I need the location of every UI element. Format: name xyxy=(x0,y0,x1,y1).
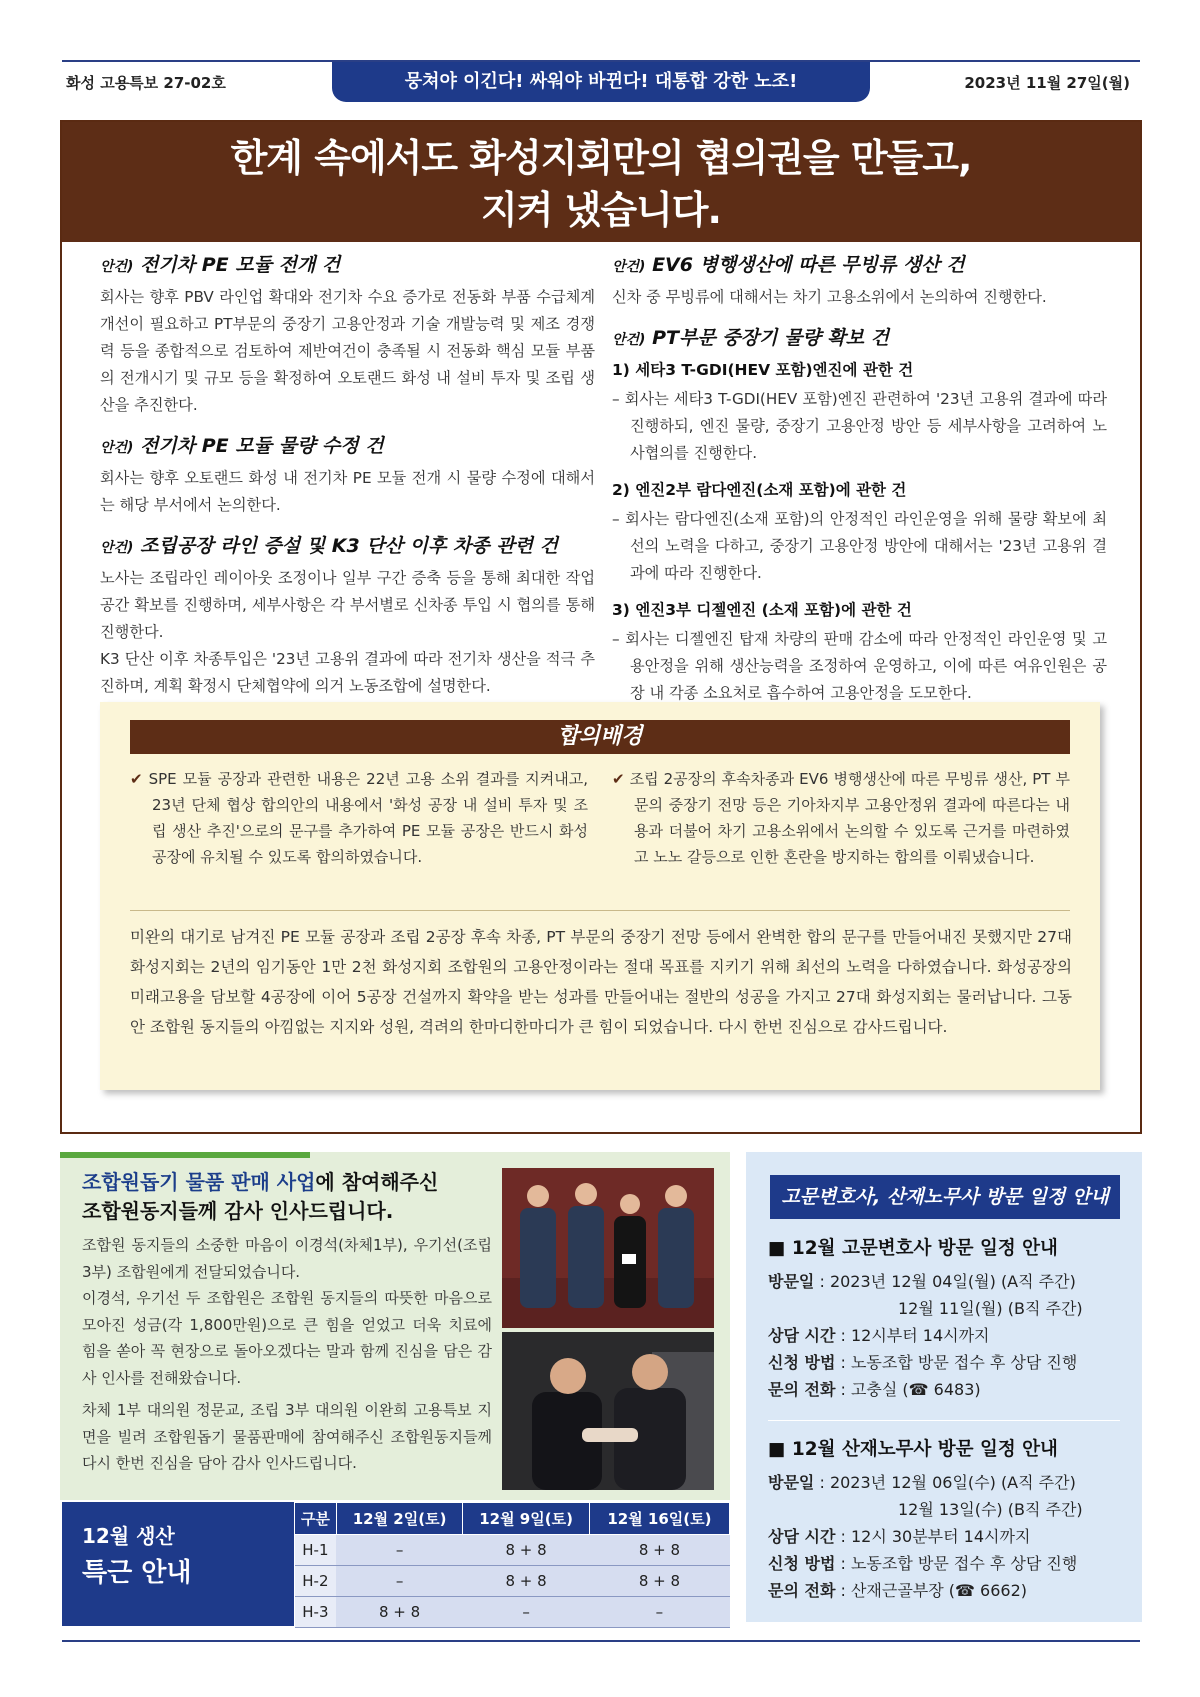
headline-line-1: 한계 속에서도 화성지회만의 협의권을 만들고, xyxy=(230,136,972,180)
check-icon: ✔ xyxy=(130,770,143,788)
header-slogan: 뭉쳐야 이긴다! 싸워야 바뀐다! 대통합 강한 노조! xyxy=(332,62,870,102)
agenda-body: 신차 중 무빙류에 대해서는 차기 고용소위에서 논의하여 진행한다. xyxy=(612,288,1047,306)
visit-schedule-title: 고문변호사, 산재노무사 방문 일정 안내 xyxy=(770,1175,1120,1219)
issue-number: 화성 고용특보 27-02호 xyxy=(66,74,226,92)
background-right-point: ✔ 조립 2공장의 후속차종과 EV6 병행생산에 따른 무빙류 생산, PT 부문의 중장기 전망 등은 기아차지부 고용안정위 결과에 따른다는 내용과 더불어 차기 고용소위에서 논의할 수 있도록 근거를 마련하였고 노노 갈등으로 인한 혼란을 방지하는 합의를 이뤄냈습니다. xyxy=(612,770,1070,866)
agenda-item: – 회사는 디젤엔진 탑재 차량의 판매 감소에 따라 안정적인 라인운영 및 고용안정을 위해 생산능력을 조정하여 운영하고, 이에 따른 여유인원은 공장 내 각종 소요처로 흡수하여 고용안정을 도모한다. xyxy=(612,630,1107,702)
agenda-heading: 안건) 조립공장 라인 증설 및 K3 단산 이후 차종 관련 건 xyxy=(100,535,558,557)
agenda-body: 회사는 향후 PBV 라인업 확대와 전기차 수요 증가로 전동화 부품 수급체계 개선이 필요하고 PT부문의 중장기 고용안정과 기술 개발능력 및 제조 경쟁력 등을 종합적으로 검토하여 제반여건이 충족될 시 전동화 핵심 모듈 부품의 전개시기 및 규모 등을 확정하여 오토랜드 화성 내 설비 투자 및 조립 생산을 추진한다. xyxy=(100,288,595,414)
agenda-body: 회사는 향후 오토랜드 화성 내 전기차 PE 모듈 전개 시 물량 수정에 대해서는 해당 부서에서 논의한다. xyxy=(100,469,595,514)
agenda-heading: 안건) 전기차 PE 모듈 전개 건 xyxy=(100,254,341,276)
lawyer-schedule: ■ 12월 고문변호사 방문 일정 안내 방문일 : 2023년 12월 04일(월) (A직 주간) 12월 11일(월) (B직 주간) 상담 시간 : 12시부터 14시까지 신청 방법 : 노동조합 방문 접수 후 상담 진행 문의 전화 : 고충실 (☎ 6483) xyxy=(768,1238,1083,1399)
agenda-item: – 회사는 람다엔진(소재 포함)의 안정적인 라인운영을 위해 물량 확보에 최선의 노력을 다하고, 중장기 고용안정 방안에 대해서는 '23년 고용위 결과에 따라 진행한다. xyxy=(612,510,1107,582)
column-header: 12월 16일(토) xyxy=(589,1503,729,1535)
agenda-item: – 회사는 세타3 T-GDI(HEV 포함)엔진 관련하여 '23년 고용위 결과에 따라 진행하되, 엔진 물량, 중장기 고용안정 방안 등 세부사항을 고려하여 노사협의를 진행한다. xyxy=(612,390,1107,462)
overtime-label: 12월 생산 특근 안내 xyxy=(62,1502,294,1626)
agenda-subheading: 2) 엔진2부 람다엔진(소재 포함)에 관한 건 xyxy=(612,481,907,499)
agenda-subheading: 1) 세타3 T-GDI(HEV 포함)엔진에 관한 건 xyxy=(612,361,914,379)
agenda-heading: 안건) PT부문 중장기 물량 확보 건 xyxy=(612,327,889,349)
background-closing-text: 미완의 대기로 남겨진 PE 모듈 공장과 조립 2공장 후속 차종, PT 부문의 중장기 전망 등에서 완벽한 합의 문구를 만들어내진 못했지만 27대 화성지회는 2년의 임기동안 1만 2천 화성지회 조합원의 고용안정이라는 절대 목표를 지키기 위해 최선의 노력을 다하였습니다. 화성공장의 미래고용을 담보할 4공장에 이어 5공장 건설까지 확약을 받는 성과를 만들어내는 절반의 성공을 가지고 27대 화성지회는 물러납니다. 그동안 조합원 동지들의 아낌없는 지지와 성원, 격려의 한마디한마디가 큰 힘이 되었습니다. 다시 한번 진심으로 감사드립니다. xyxy=(130,928,1072,1036)
table-header-row xyxy=(295,1503,730,1535)
thanks-title: 조합원돕기 물품 판매 사업에 참여해주신 조합원동지들께 감사 인사드립니다. xyxy=(82,1170,439,1223)
agenda-heading: 안건) EV6 병행생산에 따른 무빙류 생산 건 xyxy=(612,254,965,276)
agenda-subheading: 3) 엔진3부 디젤엔진 (소재 포함)에 관한 건 xyxy=(612,601,912,619)
group-photo xyxy=(502,1168,714,1328)
agreement-background-title: 합의배경 xyxy=(130,720,1070,754)
thanks-body: 조합원 동지들의 소중한 마음이 이경석(차체1부), 우기선(조립3부) 조합원에게 전달되었습니다. 이경석, 우기선 두 조합원은 조합원 동지들의 따뜻한 마음으로 모아진 성금(각 1,800만원)으로 큰 힘을 얻었고 더욱 치료에 힘을 쏟아 꼭 현장으로 돌아오겠다는 말과 함께 진심을 담은 감사 인사를 전해왔습니다. 차체 1부 대의원 정문교, 조립 3부 대의원 이완희 고용특보 지면을 빌려 조합원돕기 물품판매에 참여해주신 조합원동지들께 다시 한번 진심을 담아 감사 인사드립니다. xyxy=(82,1236,492,1472)
agenda-right-column xyxy=(612,252,1107,707)
check-icon: ✔ xyxy=(612,770,625,788)
table-row: H-1 – 8 + 8 8 + 8 xyxy=(295,1535,730,1566)
issue-date: 2023년 11월 27일(월) xyxy=(964,74,1130,92)
overtime-table xyxy=(294,1502,730,1628)
agenda-body: 노사는 조립라인 레이아웃 조정이나 일부 구간 증축 등을 통해 최대한 작업공간 확보를 진행하며, 세부사항은 각 부서별로 신차종 투입 시 협의를 통해 진행한다. xyxy=(100,569,595,641)
background-left-point: ✔ SPE 모듈 공장과 관련한 내용은 22년 고용 소위 결과를 지켜내고, 23년 단체 협상 합의안의 내용에서 '화성 공장 내 설비 투자 및 조립 생산 추진'으로의 문구를 추가하여 PE 모듈 공장은 반드시 화성 공장에 유치될 수 있도록 합의하였습니다. xyxy=(130,770,588,866)
table-row: H-2 – 8 + 8 8 + 8 xyxy=(295,1566,730,1597)
headline-band xyxy=(62,122,1140,242)
agenda-heading: 안건) 전기차 PE 모듈 물량 수정 건 xyxy=(100,435,384,457)
background-divider xyxy=(130,910,1070,911)
table-row: H-3 8 + 8 – – xyxy=(295,1597,730,1628)
column-header: 구분 xyxy=(295,1503,337,1535)
headline-line-2: 지켜 냈습니다. xyxy=(481,188,721,232)
agenda-body: K3 단산 이후 차종투입은 '23년 고용위 결과에 따라 전기차 생산을 적극 추진하며, 계획 확정시 단체협약에 의거 노동조합에 설명한다. xyxy=(100,650,595,695)
footer-rule xyxy=(62,1640,1140,1642)
labor-attorney-schedule: ■ 12월 산재노무사 방문 일정 안내 방문일 : 2023년 12월 06일(수) (A직 주간) 12월 13일(수) (B직 주간) 상담 시간 : 12시 30분부터 14시까지 신청 방법 : 노동조합 방문 접수 후 상담 진행 문의 전화 : 산재근골부장 (☎ 6662) xyxy=(768,1439,1083,1600)
visit-divider xyxy=(768,1420,1120,1421)
agenda-left-column xyxy=(100,252,595,700)
column-header: 12월 9일(토) xyxy=(463,1503,590,1535)
handshake-photo xyxy=(502,1332,714,1490)
thanks-accent-tab xyxy=(60,1152,310,1158)
column-header: 12월 2일(토) xyxy=(336,1503,463,1535)
